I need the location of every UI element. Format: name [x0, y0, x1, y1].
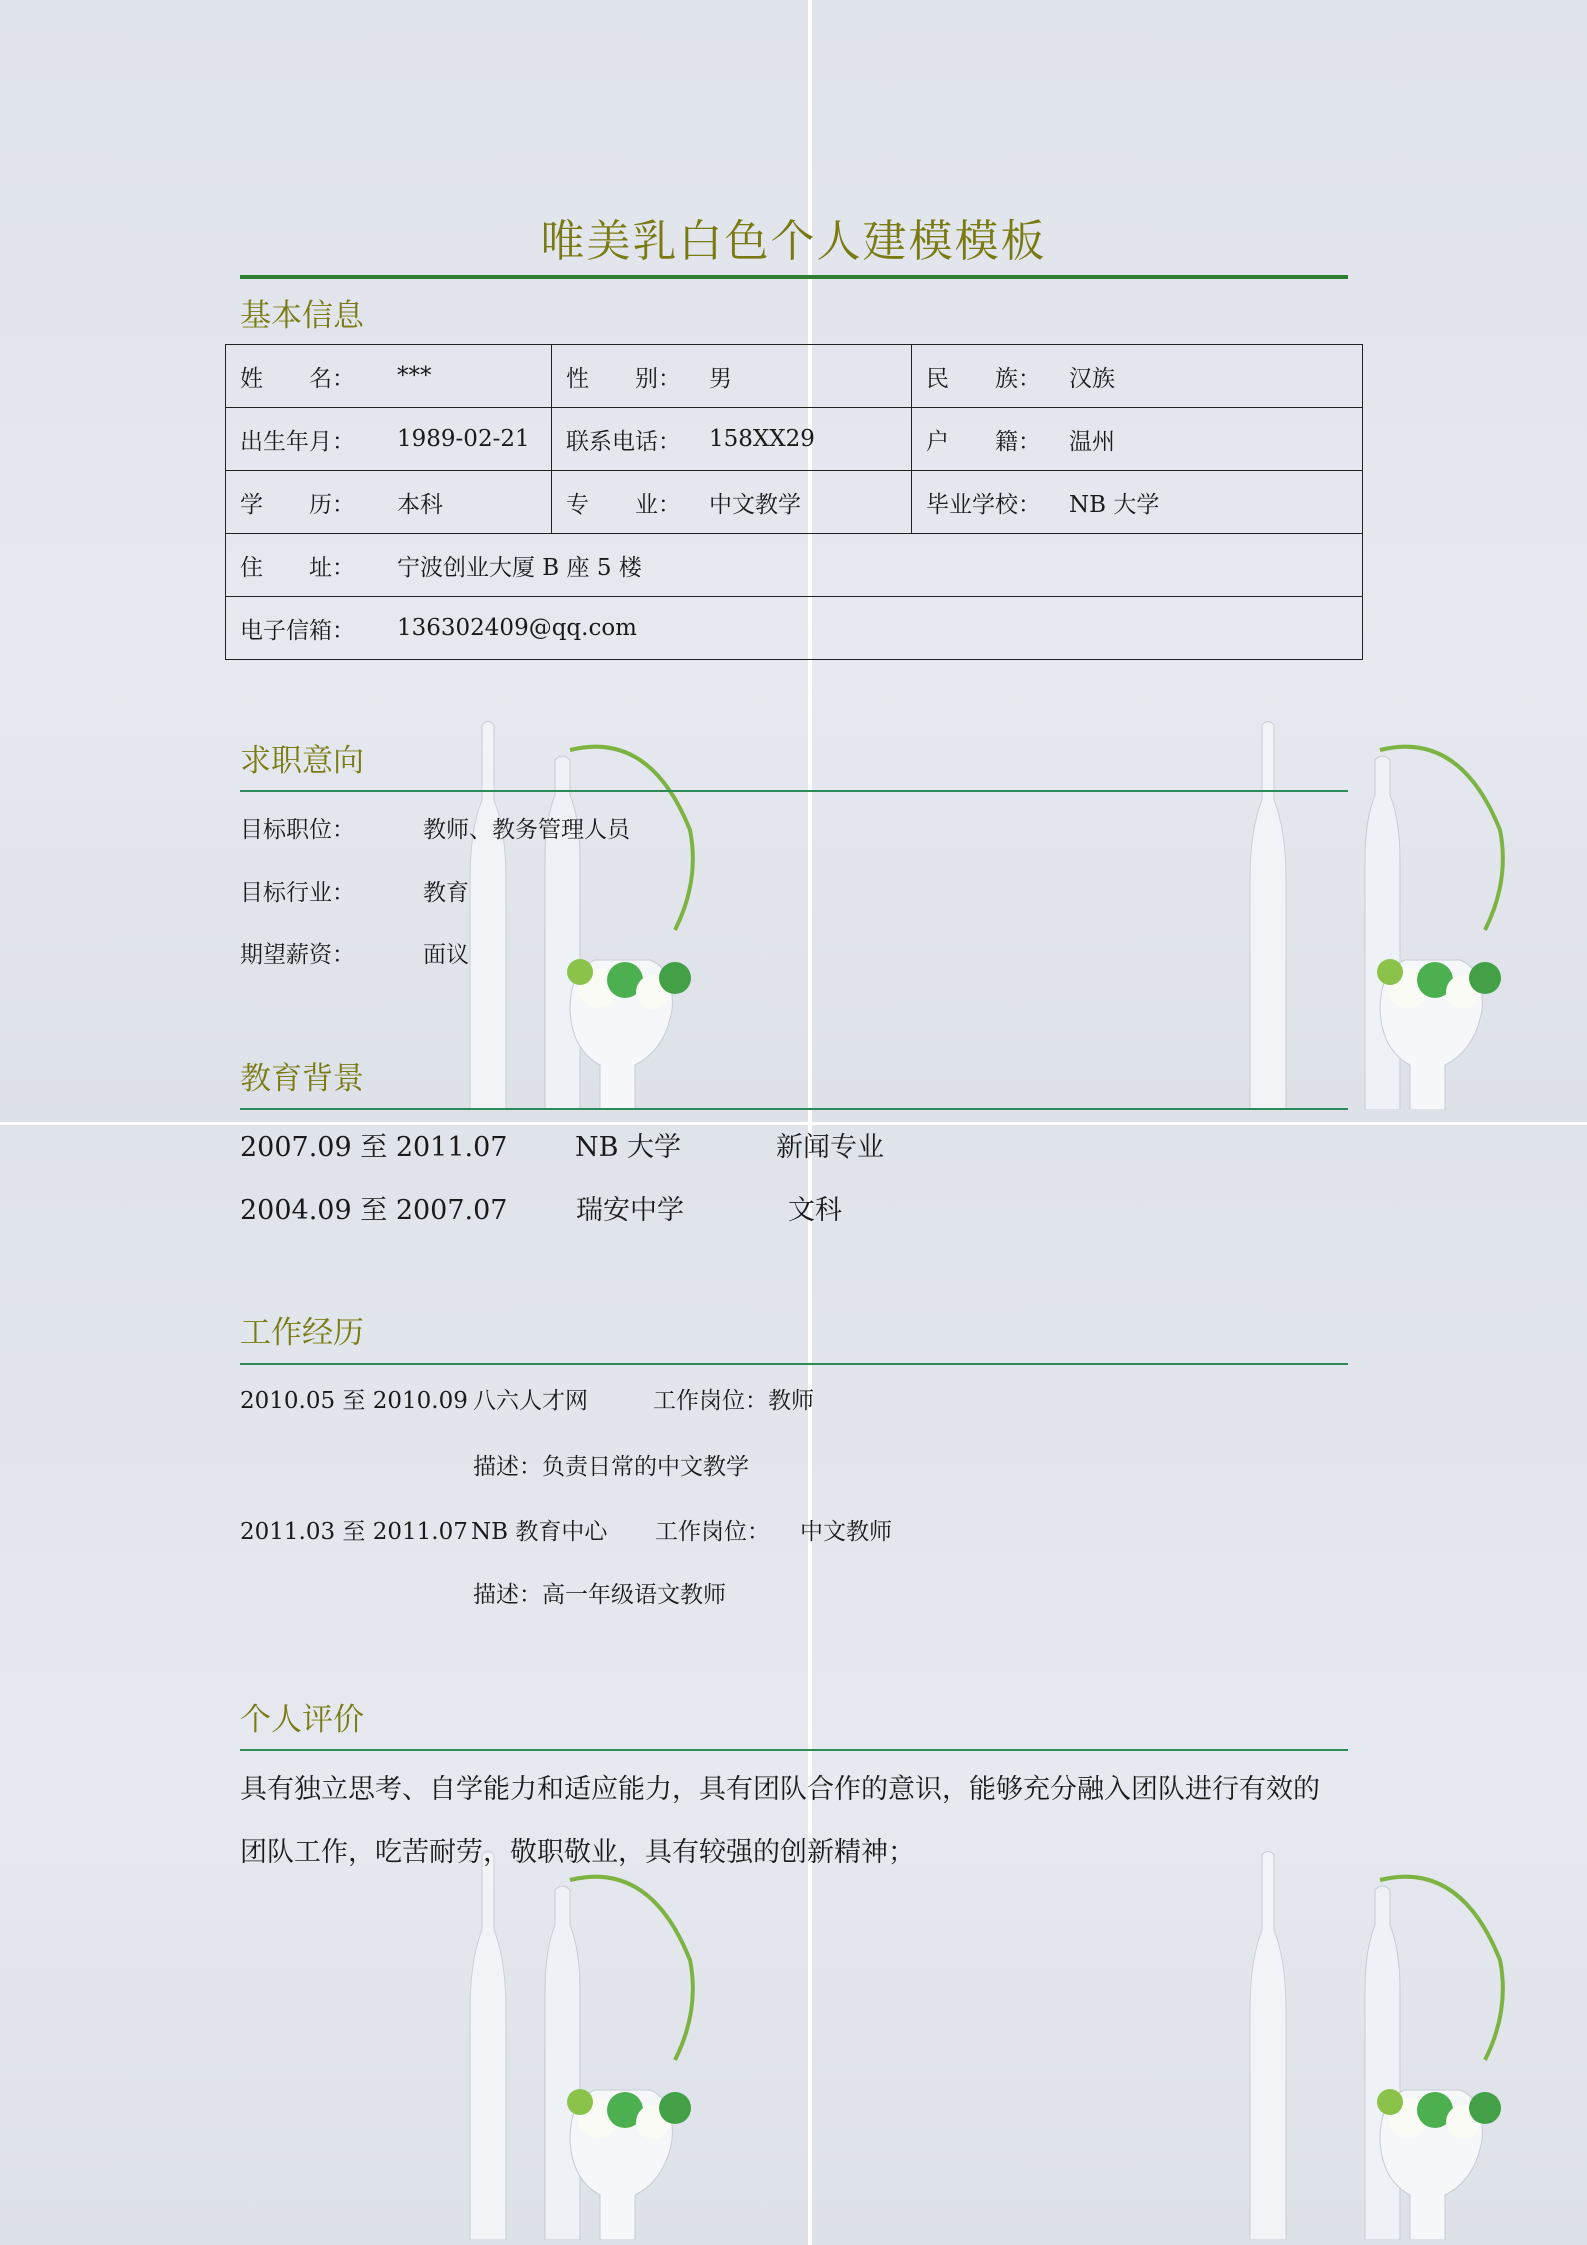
section-heading-basic: 基本信息 — [240, 298, 364, 334]
section-rule — [240, 1363, 1348, 1365]
work-position-label: 工作岗位： — [655, 1519, 770, 1545]
education-school: 瑞安中学 — [576, 1195, 684, 1226]
work-description: 描述：高一年级语文教师 — [473, 1582, 726, 1608]
vase-decoration-icon — [420, 710, 710, 1110]
work-position-value: 中文教师 — [800, 1519, 892, 1545]
section-heading-intention: 求职意向 — [240, 743, 364, 779]
major-value: 中文教学 — [709, 491, 801, 518]
table-row — [226, 534, 1363, 597]
work-period: 2010.05 至 2010.09 — [240, 1388, 468, 1414]
email-value: 136302409@qq.com — [397, 615, 637, 641]
section-rule — [240, 1749, 1348, 1751]
degree-label: 学 历： — [240, 491, 355, 518]
education-period: 2004.09 至 2007.07 — [240, 1195, 508, 1226]
table-row — [226, 471, 1363, 534]
work-description: 描述：负责日常的中文教学 — [473, 1454, 749, 1480]
ethnic-label: 民 族： — [926, 365, 1041, 392]
table-row — [226, 345, 1363, 408]
section-rule — [240, 790, 1348, 792]
phone-label: 联系电话： — [566, 428, 681, 455]
gender-value: 男 — [709, 365, 732, 392]
intention-value: 教育 — [423, 880, 469, 906]
work-company: NB 教育中心 — [471, 1519, 608, 1545]
education-major: 新闻专业 — [776, 1132, 884, 1163]
major-label: 专 业： — [566, 491, 681, 518]
degree-value: 本科 — [397, 491, 443, 518]
name-label: 姓 名： — [240, 365, 355, 392]
section-rule — [240, 1108, 1348, 1110]
intention-label: 目标职位： — [240, 817, 355, 843]
address-label: 住 址： — [240, 554, 355, 581]
evaluation-line: 团队工作，吃苦耐劳，敬职敬业，具有较强的创新精神； — [240, 1837, 915, 1868]
work-period: 2011.03 至 2011.07 — [240, 1519, 468, 1545]
intention-value: 教师、教务管理人员 — [423, 817, 630, 843]
intention-value: 面议 — [423, 942, 469, 968]
email-label: 电子信箱： — [240, 617, 355, 644]
hukou-value: 温州 — [1069, 428, 1115, 455]
address-value: 宁波创业大厦 B 座 5 楼 — [397, 554, 642, 581]
birth-label: 出生年月： — [240, 428, 355, 455]
ethnic-value: 汉族 — [1069, 365, 1115, 392]
gender-label: 性 别： — [566, 365, 681, 392]
intention-label: 目标行业： — [240, 880, 355, 906]
work-company: 八六人才网 — [473, 1388, 588, 1414]
education-school: NB 大学 — [575, 1132, 682, 1163]
birth-value: 1989-02-21 — [397, 426, 530, 452]
table-row — [226, 597, 1363, 660]
education-period: 2007.09 至 2011.07 — [240, 1132, 508, 1163]
school-value: NB 大学 — [1069, 491, 1160, 518]
section-heading-work: 工作经历 — [240, 1315, 364, 1351]
vase-decoration-icon — [1230, 1840, 1520, 2240]
work-position: 工作岗位：教师 — [653, 1388, 814, 1414]
table-row — [226, 408, 1363, 471]
title-rule — [240, 275, 1348, 279]
education-major: 文科 — [788, 1195, 842, 1226]
section-heading-education: 教育背景 — [240, 1061, 364, 1097]
phone-value: 158XX29 — [709, 426, 815, 452]
name-value: *** — [397, 363, 432, 389]
vase-decoration-icon — [420, 1840, 710, 2240]
school-label: 毕业学校： — [926, 491, 1041, 518]
evaluation-text — [240, 1758, 1360, 1884]
section-heading-evaluation: 个人评价 — [240, 1702, 364, 1738]
intention-label: 期望薪资： — [240, 942, 355, 968]
basic-info-table — [225, 344, 1363, 660]
evaluation-line: 具有独立思考、自学能力和适应能力，具有团队合作的意识，能够充分融入团队进行有效的 — [240, 1774, 1320, 1805]
vase-decoration-icon — [1230, 710, 1520, 1110]
hukou-label: 户 籍： — [926, 428, 1041, 455]
page-title: 唯美乳白色个人建模模板 — [540, 216, 1047, 267]
